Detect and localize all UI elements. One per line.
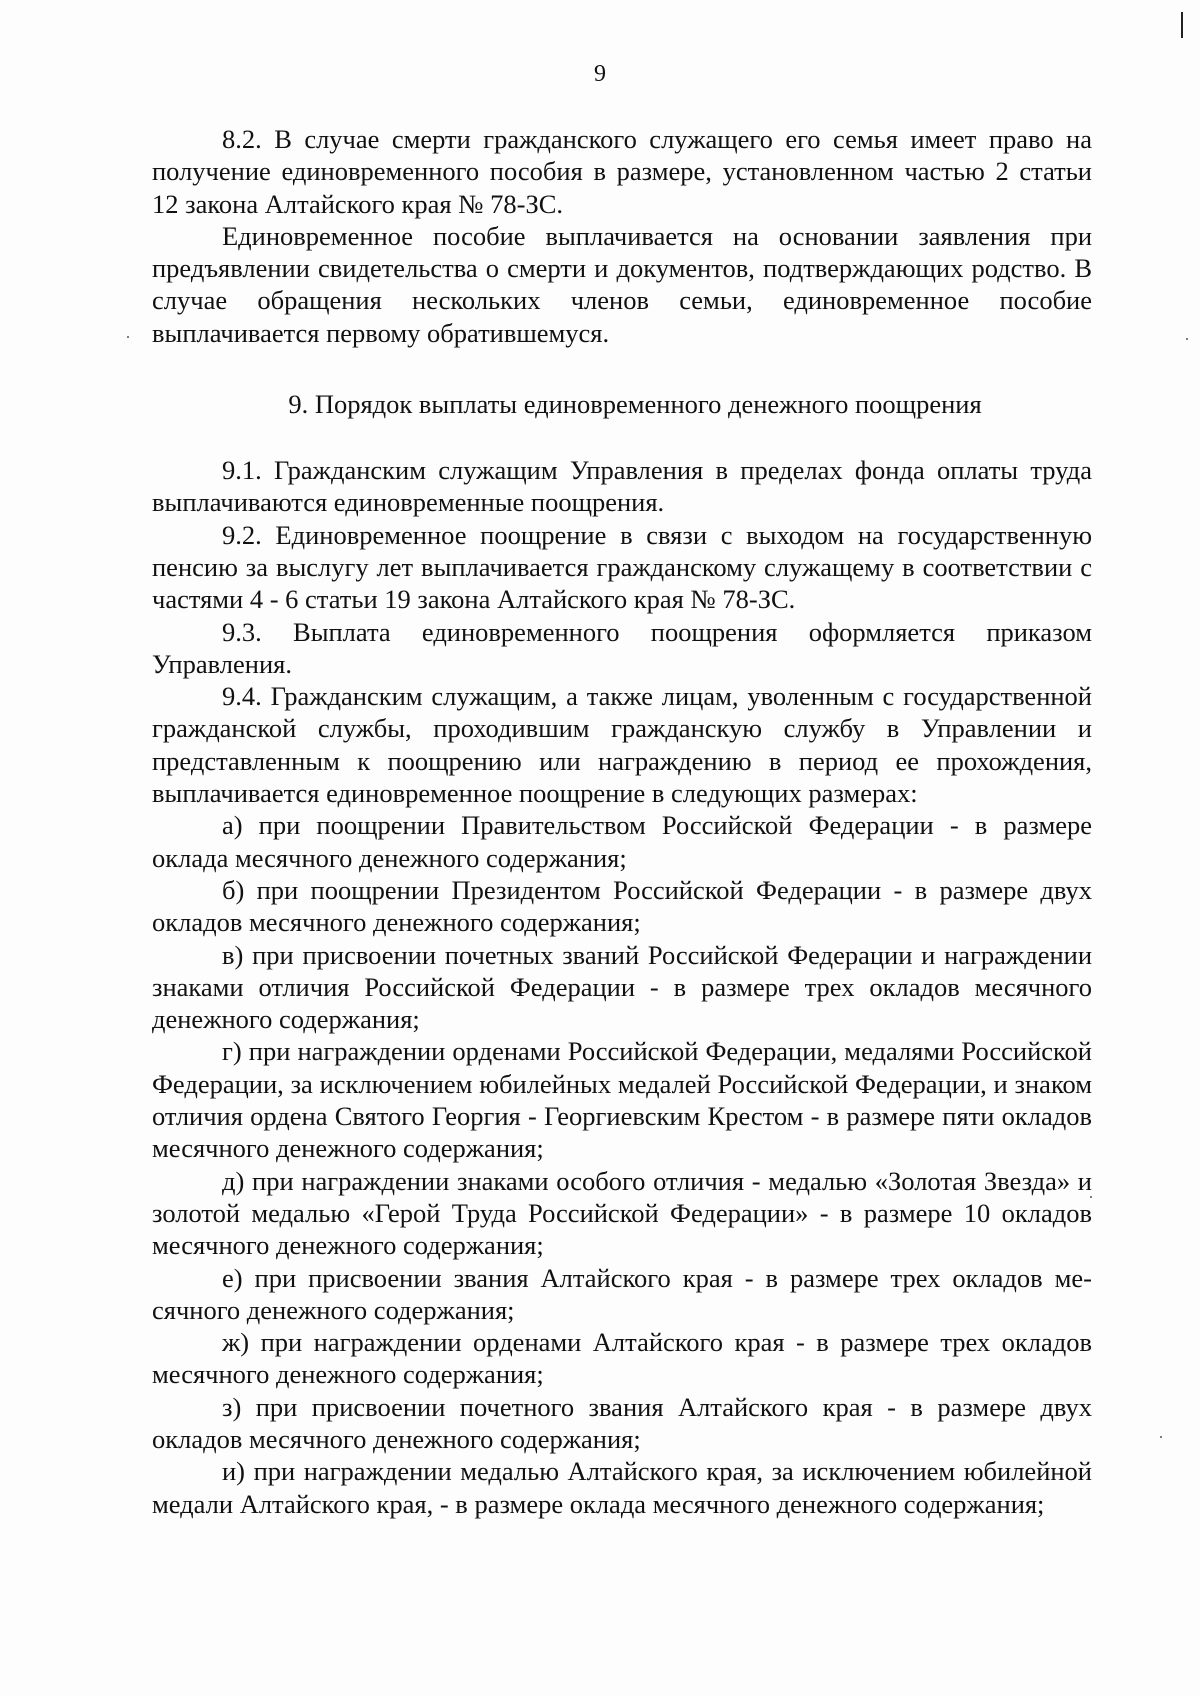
list-item: ж) при награждении орденами Алтайского края - в размере трех окладов месячного денежного содержания; xyxy=(152,1327,1092,1390)
scan-speck xyxy=(1186,338,1188,340)
paragraph: 9.3. Выплата единовременного поощрения оформляется приказом Управления. xyxy=(152,616,1092,679)
paragraph: 9.2. Единовременное поощрение в связи с выходом на государственную пенсию за выслугу лет выплачивается гражданскому служащему в соответствии с частями 4 - 6 статьи 19 закона Алтайского края № 78-ЗС. xyxy=(152,519,1092,615)
document-body xyxy=(152,123,1092,1520)
scan-speck xyxy=(1160,1436,1162,1438)
paragraph: 8.2. В случае смерти гражданского служащего его семья имеет право на получение единовременного пособия в размере, установленном частью 2 статьи 12 закона Алтайского края № 78-ЗС. xyxy=(152,124,1092,219)
list-item: в) при присвоении почетных званий Российской Федерации и награждении знаками отличия Российской Федерации - в размере трех окладов месячного денежного содержания; xyxy=(152,939,1092,1035)
list-item: д) при награждении знаками особого отличия - медалью «Золотая Звезда» и золотой медалью «Герой Труда Российской Федерации» - в размере 10 окладов месячного денежного содержания; xyxy=(152,1165,1092,1261)
paragraph: Единовременное пособие выплачивается на основании заявления при предъявлении свидетельства о смерти и документов, подтверждающих родство. В случае обращения нескольких членов семьи, единовременное пособие выплачивается первому обратившемуся. xyxy=(152,220,1092,348)
list-item: г) при награждении орденами Российской Федерации, медалями Российской Федерации, за исключением юбилейных медалей Российской Федерации, и знаком отличия ордена Святого Георгия - Георгиевским Крестом - в размере пяти окладов месячного денежного содержания; xyxy=(152,1036,1092,1164)
list-item: б) при поощрении Президентом Российской Федерации - в размере двух окладов месячного денежного содержания; xyxy=(152,874,1092,938)
paragraph: 9.1. Гражданским служащим Управления в пределах фонда оплаты труда выплачиваются единовременные поощрения. xyxy=(152,455,1092,518)
page-number: 9 xyxy=(594,61,606,87)
list-item: е) при присвоении звания Алтайского края - в размере трех окладов месячного денежного содержания; xyxy=(152,1262,1092,1325)
list-item: з) при присвоении почетного звания Алтайского края - в размере двух окладов месячного денежного содержания; xyxy=(152,1391,1092,1454)
list-item: и) при награждении медалью Алтайского края, за исключением юбилейной медали Алтайского края, - в размере оклада месячного денежного содержания; xyxy=(152,1456,1092,1519)
paragraph: 9.4. Гражданским служащим, а также лицам, уволенным с государственной гражданской службы, проходившим гражданскую службу в Управлении и представленным к поощрению или награждению в период ее прохождения, выплачивается единовременное поощрение в следующих размерах: xyxy=(152,681,1092,809)
scan-speck xyxy=(127,336,129,338)
list-item: а) при поощрении Правительством Российской Федерации - в размере оклада месячного денежного содержания; xyxy=(152,810,1092,873)
scan-edge-mark xyxy=(1181,12,1183,38)
section-heading: 9. Порядок выплаты единовременного денежного поощрения xyxy=(288,389,982,420)
